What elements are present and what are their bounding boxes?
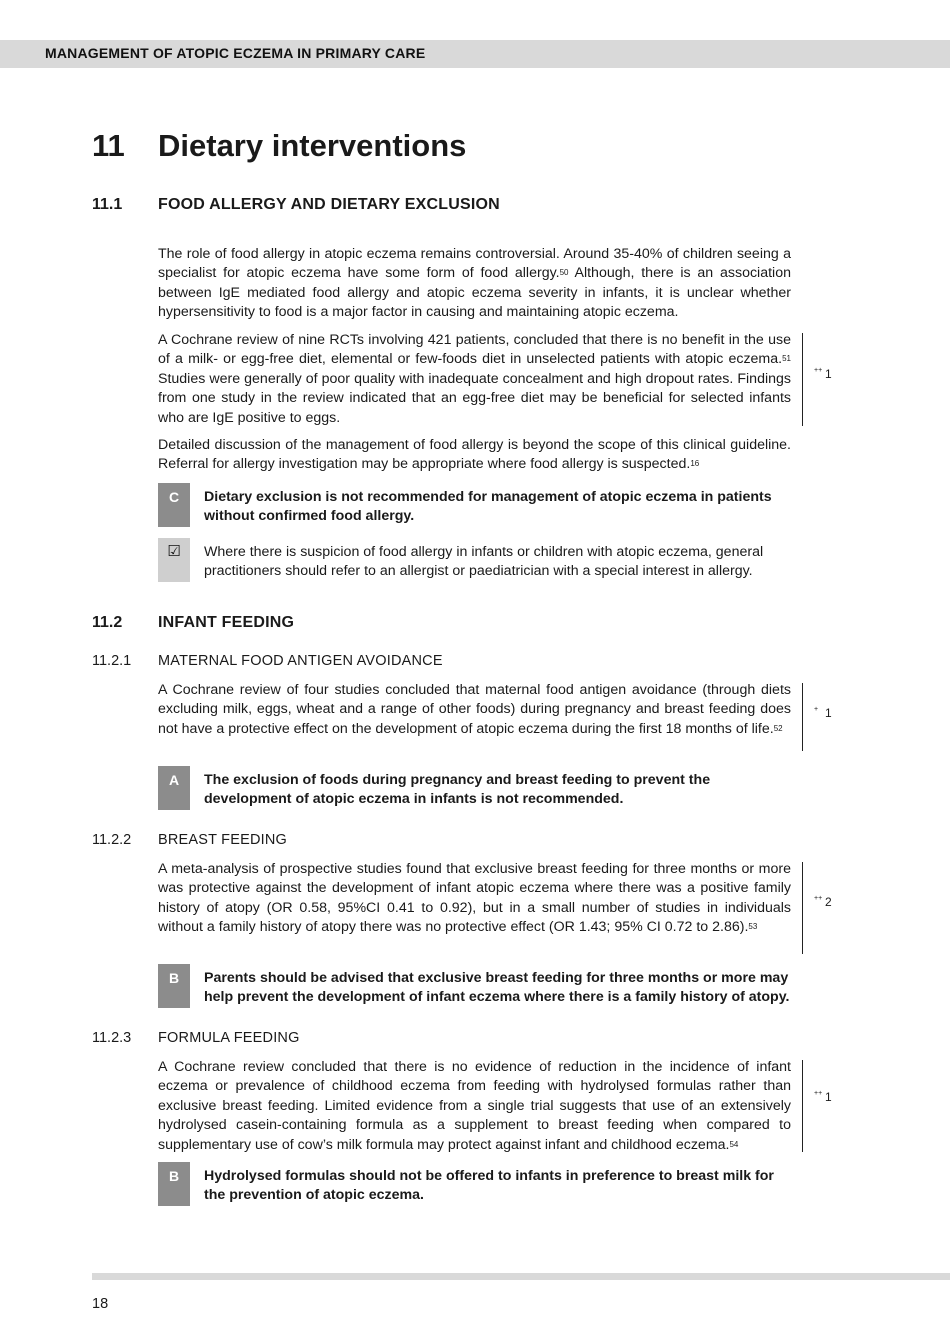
chapter-title: Dietary interventions <box>158 128 467 163</box>
grade-badge: B <box>158 1162 190 1206</box>
section-number: 11.1 <box>92 196 123 213</box>
paragraph-breast-feeding: A meta-analysis of prospective studies found that exclusive breast feeding for three months or more was protective against the development of infant atopic eczema where there was a positive family history of atopy (OR 0.58, 95%CI 0.41 to 0.92), but in a small number of studies in individuals without a family history of atopy there was no protective effect (OR 1.43; 95% CI 0.72 to 2.86).$^{53}$ <box>158 861 791 936</box>
evidence-level: 1 ++ <box>802 1060 803 1152</box>
paragraph-formula-feeding: A Cochrane review concluded that there is no evidence of reduction in the incidence of infant eczema or prevalence of childhood eczema from feeding with hydrolysed formulas rather than exclusive breast feeding. Limited evidence from a single trial suggests that use of an extensively hydrolysed casein-containing formula as a supplement to breast feeding when compared to supplementary use of cow’s milk formula may protect against infant and childhood eczema.$^{54}$ <box>158 1059 791 1153</box>
subsection-title: BREAST FEEDING <box>158 832 288 848</box>
evidence-level: 1 + <box>802 683 803 751</box>
recommendation-text: Hydrolysed formulas should not be offered to infants in preference to breast milk for the prevention of atopic eczema. <box>204 1168 774 1204</box>
subsection-title: MATERNAL FOOD ANTIGEN AVOIDANCE <box>158 653 443 669</box>
recommendation-text: Parents should be advised that exclusive breast feeding for three months or more may help prevent the development of infant eczema where there is a family history of atopy. <box>204 970 790 1006</box>
section-number: 11.2 <box>92 614 123 631</box>
recommendation-text: Dietary exclusion is not recommended for management of atopic eczema in patients without confirmed food allergy. <box>204 489 772 525</box>
grade-badge: C <box>158 483 190 527</box>
section-title: INFANT FEEDING <box>158 614 295 631</box>
evidence-level: 1 ++ <box>802 333 803 426</box>
running-header <box>0 40 950 68</box>
paragraph-maternal-avoidance: A Cochrane review of four studies concluded that maternal food antigen avoidance (through diets excluding milk, eggs, wheat and a range of other foods) during pregnancy and breast feeding does not have a protective effect on the development of atopic eczema during the first 18 months of life.$^{52}$ <box>158 682 791 737</box>
footer-divider <box>92 1273 950 1280</box>
chapter-number: 11 <box>92 128 125 163</box>
good-practice-checkbox-icon: ☑ <box>158 538 190 582</box>
subsection-title: FORMULA FEEDING <box>158 1030 300 1046</box>
subsection-number: 11.2.2 <box>92 832 132 848</box>
running-header-title: MANAGEMENT OF ATOPIC ECZEMA IN PRIMARY CARE <box>45 45 426 61</box>
good-practice-text: Where there is suspicion of food allergy in infants or children with atopic eczema, general practitioners should refer to an allergist or paediatrician with a special interest in allergy. <box>204 544 764 580</box>
subsection-number: 11.2.1 <box>92 653 132 669</box>
evidence-level: 2 ++ <box>802 862 803 954</box>
subsection-number: 11.2.3 <box>92 1030 132 1046</box>
grade-badge: A <box>158 766 190 810</box>
paragraph-food-allergy: The role of food allergy in atopic eczema remains controversial. Around 35-40% of children seeing a specialist for atopic eczema have some form of food allergy.$^{50}$ Although, there is an association between IgE mediated food allergy and atopic eczema severity in infants, it is unclear whether hypersensitivity to food is a major factor in causing and maintaining atopic eczema. <box>158 246 791 321</box>
page-number: 18 <box>92 1296 109 1312</box>
paragraph-cochrane-diet: A Cochrane review of nine RCTs involving 421 patients, concluded that there is no benefit in the use of a milk- or egg-free diet, elemental or few-foods diet in unselected patients with atopic eczema.$^{51}$ Studies were generally of poor quality with inadequate concealment and high dropout rates. Findings from one study in the review indicated that an egg-free diet may be beneficial for selected infants who are IgE positive to eggs. <box>158 332 791 426</box>
recommendation-text: The exclusion of foods during pregnancy and breast feeding to prevent the development of atopic eczema in infants is not recommended. <box>204 772 711 808</box>
section-title: FOOD ALLERGY AND DIETARY EXCLUSION <box>158 196 500 213</box>
paragraph-referral: Detailed discussion of the management of food allergy is beyond the scope of this clinical guideline. Referral for allergy investigation may be appropriate where food allergy is suspected.$^{16}$ <box>158 437 791 473</box>
grade-badge: B <box>158 964 190 1008</box>
